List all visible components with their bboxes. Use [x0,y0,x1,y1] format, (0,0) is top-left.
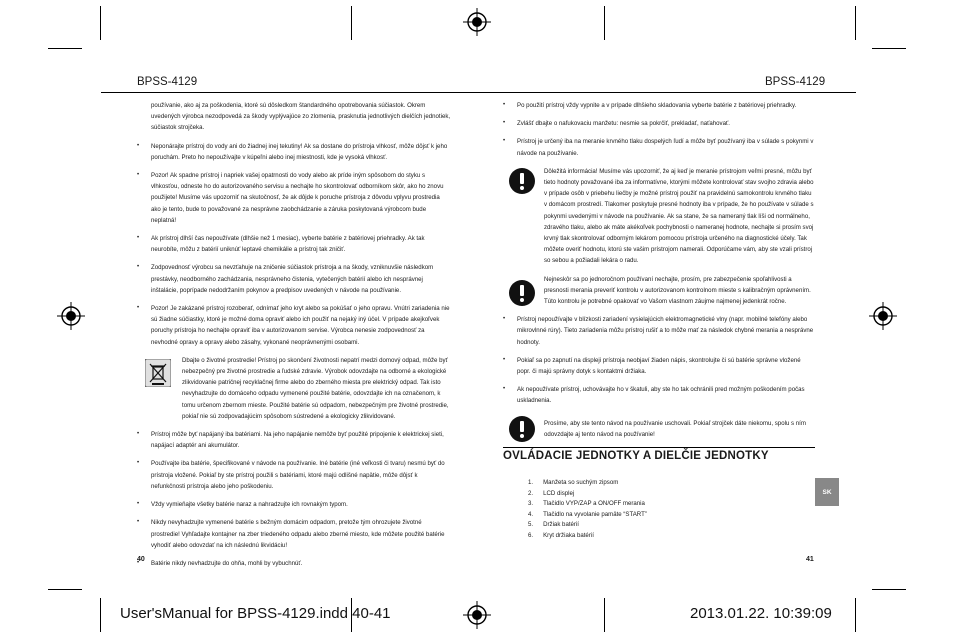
calibration-note: Nejneskôr sa po jednoročnom používaní nechajte, prosím, pre zabezpečenie spoľahlivosti a presnosti merania preveriť kontrolu v autorizovanom kontrolnom mieste s kalibračným oprávnením. Túto kontrolu je potrebné opakovať vo Vašom vlastnom záujme najmenej jedenkrát ročne. [544,275,811,306]
header-rule [101,92,856,93]
crop-mark [351,6,352,40]
list-item: • Pozor! Je zakázané prístroj rozoberať, odnímať jeho kryt alebo sa pokúšať o jeho opravu. Vnútri zariadenia nie sú žiadne súčiastky, ktoré je možné doma opraviť alebo ich použiť na nejaký iný účel. V prípade akejkoľvek poruchy prístroja ho nechajte opraviť iba v autorizovanom servise. Výrobca nenesie zodpovednosť za nevhodné opravy a opravy alebo zásahy, vykonané neoprávnenými osobami. [137,303,451,348]
crop-mark [48,48,82,49]
crossed-bin-icon [145,359,171,422]
crop-mark [604,6,605,40]
footer-datetime: 2013.01.22. 10:39:09 [690,605,832,622]
registration-mark-icon [869,302,897,330]
list-item: • Pokiaľ sa po zapnutí na displeji prístroja neobjaví žiaden nápis, skontrolujte či sú batérie správne vložené popr. či majú správny dotyk s kontaktmi držiaka. [503,355,815,377]
list-item [528,489,647,500]
registration-mark-icon [57,302,85,330]
intro-continuation: používanie, ako aj za poškodenia, ktoré sú dôsledkom štandardného opotrebovania súčiastok. Okrem uvedených výrobca nezodpovedá za škody vyplývajúce zo zlomenia, prasknutia jednotlivých dielčích jednotiek, súčiastok strojčeka. [151,102,451,132]
list-item: • Vždy vymieňajte všetky batérie naraz a nahradzujte ich rovnakým typom. [137,499,451,510]
crop-mark [855,598,856,632]
list-item: • Prístroj môže byť napájaný iba batériami. Na jeho napájanie nemôže byť použité pripojenie k elektrickej sieti, napájací adaptér ani akumulátor. [137,429,451,451]
list-item: • Prístroj nepoužívajte v blízkosti zariadení vysielajúcich elektromagnetické vlny (napr. mobilné telefóny alebo mikrovlnné rúry). Tieto zariadenia môžu prístroj rušiť a to môže mať za následok chybné merania a nesprávne hodnoty. [503,314,815,348]
item-label: Tlačidlo VYP/ZAP a ON/OFF merania [543,500,645,507]
crop-mark [604,598,605,632]
list-item: • Neponárajte prístroj do vody ani do žiadnej inej tekutiny! Ak sa dostane do prístroja vlhkosť, môže dôjsť k jeho poruchám. Preto ho nepoužívajte v kúpeľni alebo inej miestnosti, kde je vysoká vlhkosť. [137,141,451,163]
registration-mark-icon [463,8,491,36]
crop-mark [100,6,101,40]
item-label: Držiak batérií [543,521,579,528]
disposal-note: Dbajte o životné prostredie! Prístroj po skončení životnosti nepatrí medzi domový odpad, môže byť nebezpečný pre životné prostredie a ľudské zdravie. Výrobok odovzdajte na odborné a ekologické zlikvidovanie patričnej recyklačnej firme alebo do zberného miesta pre elektrický odpad. Tak isto nevyhadzujte do domáceho odpadu vymenené použité batérie, odovzdajte ich na označenom, k tomu určenom zbernom mieste. Použité batérie sú odpadom, nebezpečným pre životné prostredie, pokiaľ nie sú zodpovadajúcim spôsobom sústredené a ekologicky zlikvidované. [182,356,449,420]
footer-filename: User'sManual for BPSS-4129.indd 40-41 [120,605,391,622]
item-number: 5. [528,521,534,528]
crop-mark [48,589,82,590]
list-item [528,478,647,489]
keep-note: Prosíme, aby ste tento návod na používanie uschovali. Pokiaľ strojček dáte niekomu, spolu s ním odovzdajte aj tento návod na používanie! [544,419,806,438]
item-label: Kryt držiaka batérií [543,531,594,539]
registration-mark-icon [463,601,491,629]
item-number: 2. [528,489,534,497]
crop-mark [100,598,101,632]
crop-mark [855,6,856,40]
section-title: OVLÁDACIE JEDNOTKY A DIELČIE JEDNOTKY [503,450,769,462]
item-number: 1. [528,479,534,486]
list-item: • Prístroj je určený iba na meranie krvného tlaku dospelých ľudí a môže byť používaný iba v súlade s pokynmi v návode na používanie. [503,136,815,158]
right-column [503,100,815,449]
disposal-notice [137,355,451,422]
left-model-header: BPSS-4129 [137,76,198,88]
list-item: • Zvlášť dbajte o nafukovaciu manžetu: nesmie sa pokrčiť, prekladať, naťahovať. [503,118,815,129]
exclamation-icon [509,280,535,306]
exclamation-icon [509,416,535,442]
item-number: 6. [528,531,534,539]
item-number: 4. [528,510,534,518]
right-page-number: 41 [806,556,814,563]
item-label: LCD displej [543,489,575,497]
left-column [137,100,451,576]
crop-mark [872,589,906,590]
list-item: • Ak nepoužívate prístroj, uchovávajte ho v škatuli, aby ste ho tak ochránili pred možným poškodením počas uskladnenia. [503,384,815,406]
parts-list [528,478,647,541]
list-item [528,520,647,531]
section-rule [503,447,815,448]
item-number: 3. [528,500,534,507]
list-item: • Zodpovednosť výrobcu sa nevzťahuje na zničenie súčiastok prístroja a na škody, vzniknuvšie následkom prestávky, neodborného zachádzania, nesprávneho čistenia, vytečených batérií alebo ich nesprávnej inštalácie, poprípade nedodržaním pokynov a predpisov uvedených v návode na používanie. [137,262,451,296]
important-notice [503,166,815,267]
list-item: • Používajte iba batérie, špecifikované v návode na používanie. Iné batérie (iné veľkosti či tvaru) nesmú byť do prístroja vložené. Pokiaľ by ste prístroj použili s batériami, ktoré majú odlišné napätie, môže dôjsť k nefunkčnosti prístroja alebo jeho poškodeniu. [137,458,451,492]
list-item [528,531,647,542]
important-note: Dôležitá informácia! Musíme vás upozorniť, že aj keď je meranie prístrojom veľmi presné, môžu byť tieto hodnoty považované iba za informatívne, ktorými môžete kontrolovať stav svojho zdravia alebo v prípade osôb v priebehu liečby je možné prístroj použiť na pravidelnú samokontrolu krvného tlaku v domácom prostredí. Tlakomer poskytuje presné hodnoty iba v prípade, že ho používate v súlade s pokynmi uvedenými v návode na používanie. Ak sa stane, že sa nameraný tlak líši od normálneho, zdravého tlaku, alebo ak máte akékoľvek pochybnosti o nameranej hodnote, nechajte si prosím svoj krvný tlak skontrolovať odborným lekárom pomocou prístroja určeného na diagnostické účely. Tak môžete overiť hodnotu, ktorú ste vašim prístrojom namerali. Odporúčame vám, aby ste vzali prístroj so sebou a požiadali lekára o radu. [544,167,814,265]
item-label: Tlačidlo na vyvolanie pamäte “START” [543,510,647,518]
list-item [528,510,647,521]
language-tab: SK [815,478,839,506]
crop-mark [872,48,906,49]
list-item [528,499,647,510]
list-item: • Batérie nikdy nevhadzujte do ohňa, mohli by vybuchnúť. [137,558,451,569]
list-item: • Nikdy nevyhadzujte vymenené batérie s bežným domácim odpadom, pretože tým ohrozujete životné prostredie! Vyhľadajte kontajner na zber triedeného odpadu alebo zberné miesto, kde môžete použité batérie vyhodiť alebo odovzdať na ich následnú likvidáciu! [137,517,451,551]
right-model-header: BPSS-4129 [765,76,826,88]
list-item: • Pozor! Ak spadne prístroj i napriek vašej opatrnosti do vody alebo ak príde iným spôsobom do styku s vlhkosťou, odneste ho do autorizovaného servisu a nechajte ho skontrolovať odborníkom skôr, ako ho znovu použijete! Musíme vás upozorniť na skutočnosť, že ak dôjde k poruche prístroja z dôvodu vplyvu prostredia ako je tento, bude to považované za nesprávne zaobchádzanie a záruka poskytovaná výrobcom bude neplatná! [137,170,451,226]
list-item: • Po použití prístroj vždy vypnite a v prípade dlhšieho skladovania vyberte batérie z batériovej priehradky. [503,100,815,111]
left-page-number: 40 [137,556,145,563]
item-label: Manžeta so suchým zipsom [543,479,619,486]
keep-manual-notice [503,414,815,442]
calibration-notice [503,274,815,308]
list-item: • Ak prístroj dlhší čas nepoužívate (dlhšie než 1 mesiac), vyberte batérie z batériovej priehradky. Ak tak neurobíte, môžu z batérií uniknúť leptavé chemikálie a prístroj tak zničiť. [137,233,451,255]
exclamation-icon [509,168,535,194]
